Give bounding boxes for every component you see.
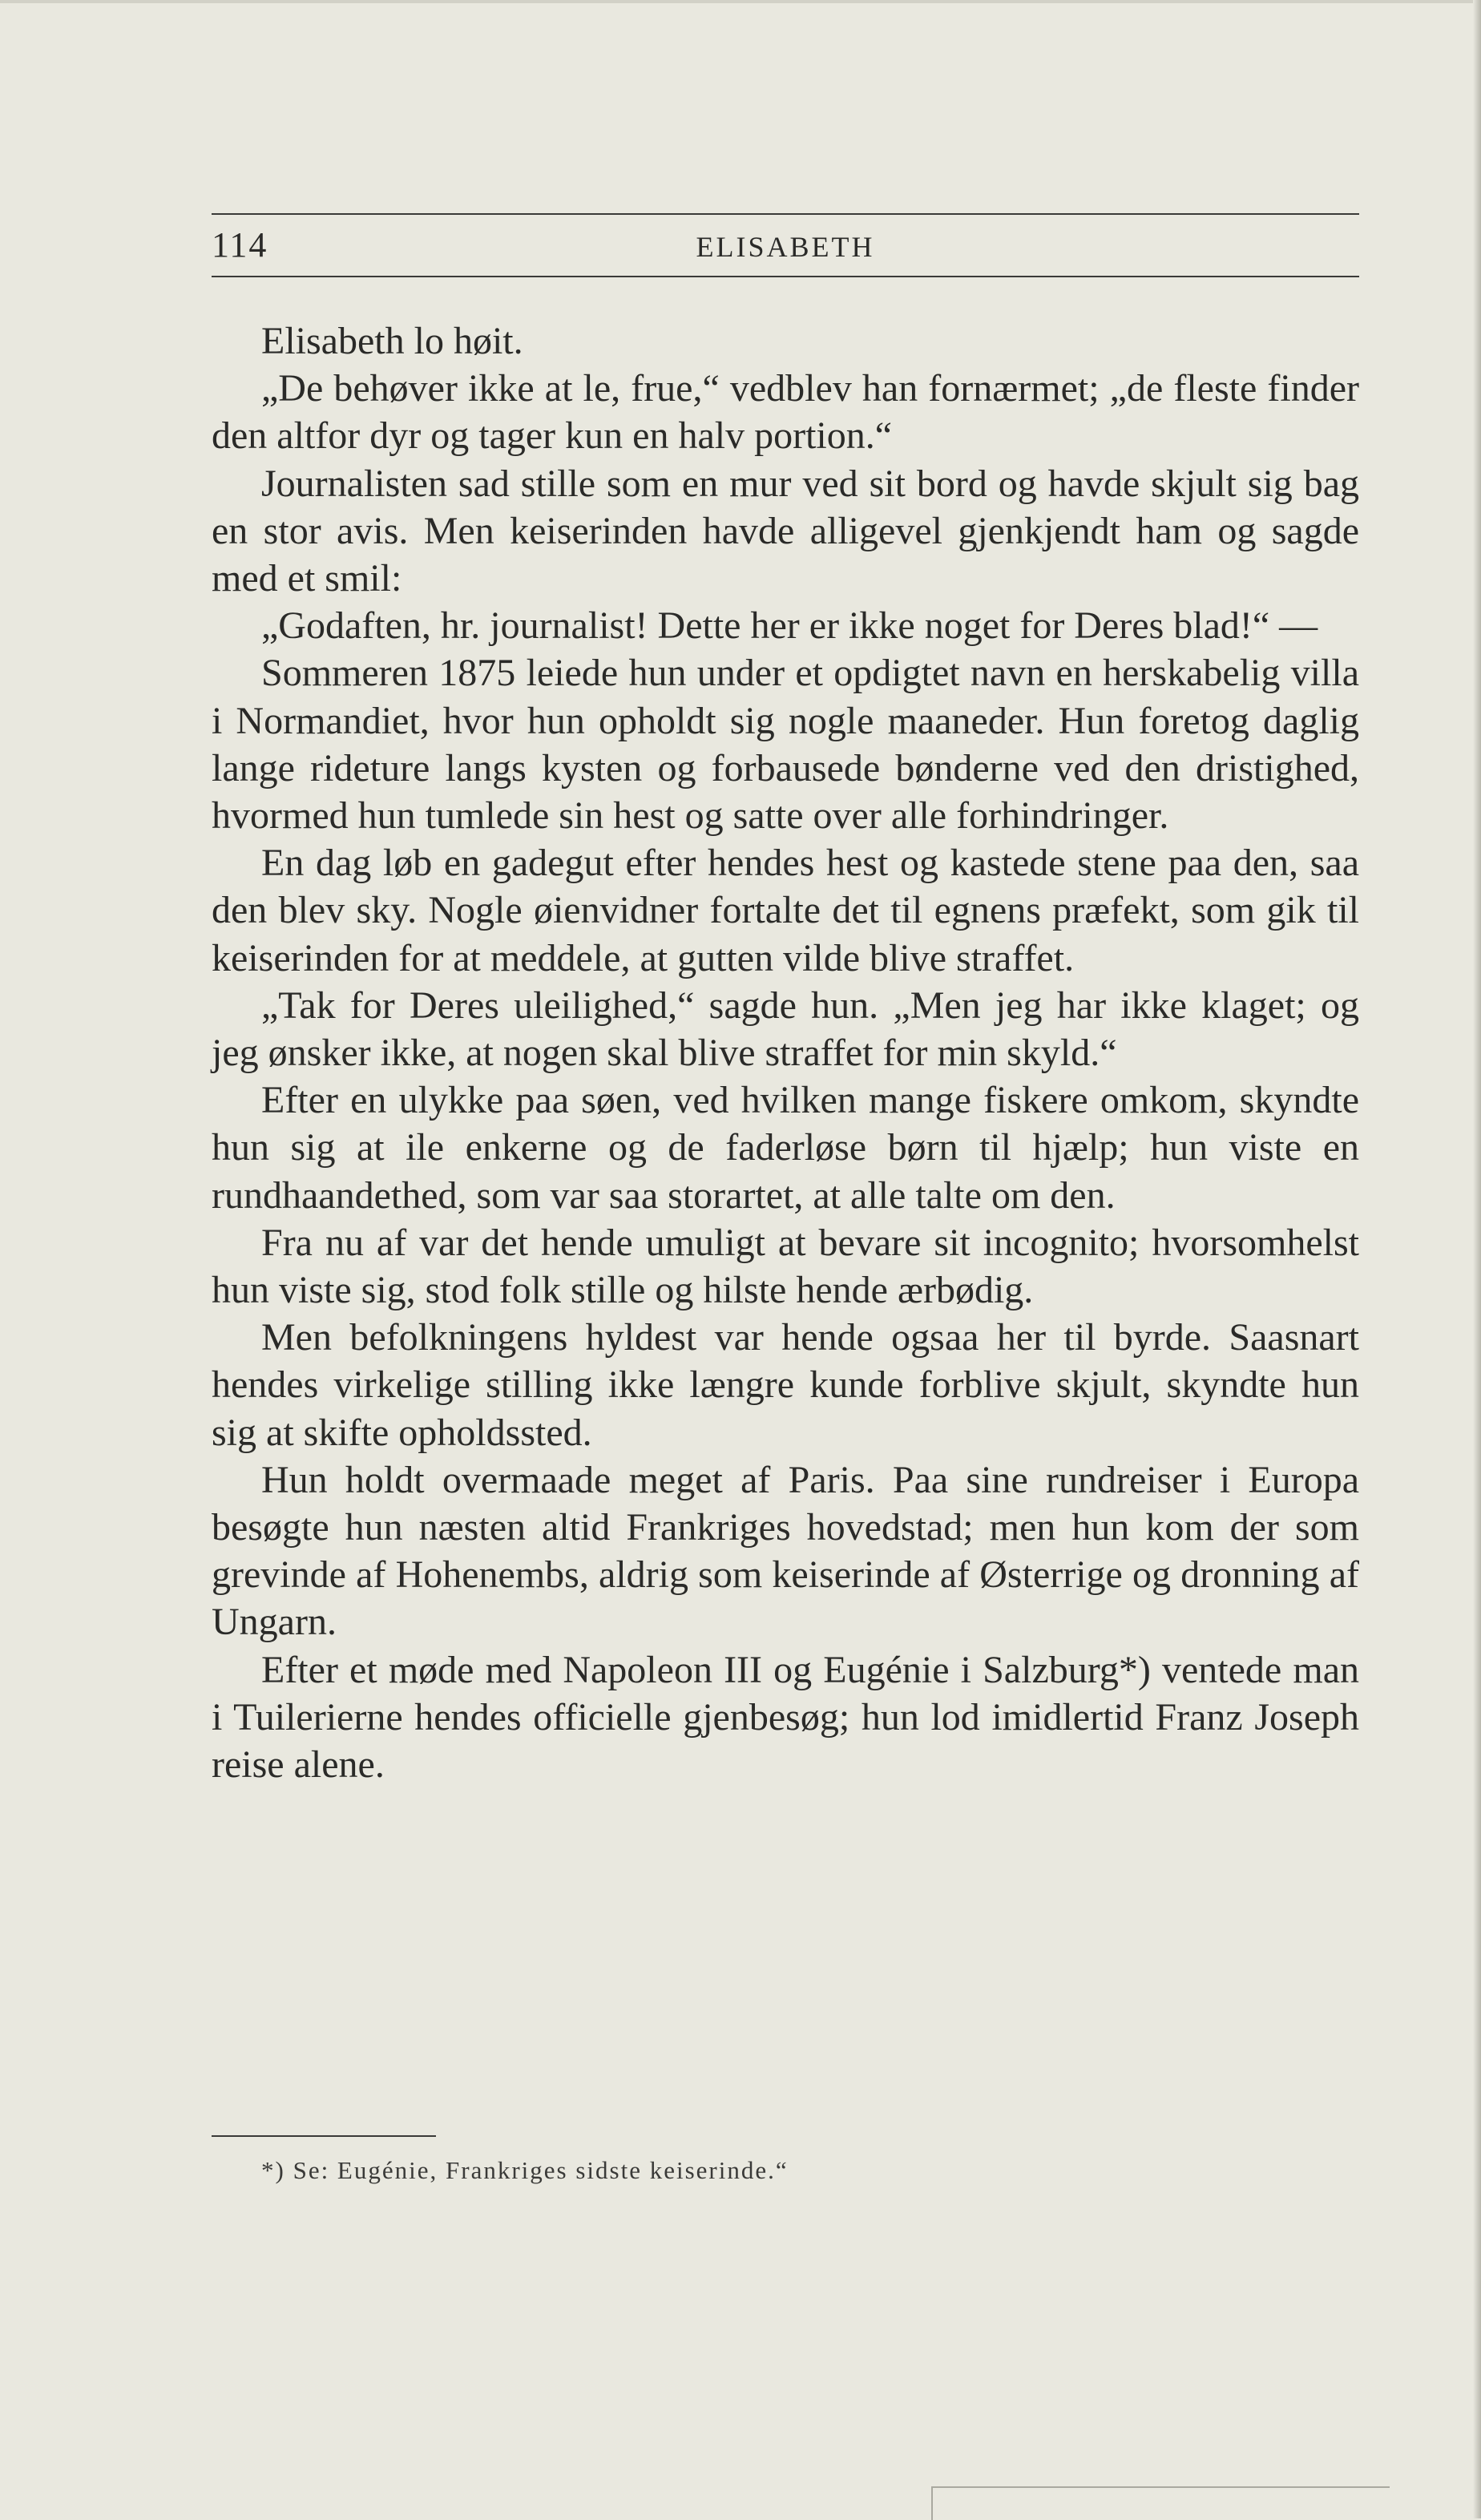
footnote-rule [212, 2135, 436, 2137]
paragraph: En dag løb en gadegut efter hendes hest og kastede stene paa den, saa den blev sky. Nogle øienvidner fortalte det til egnens præfekt, som gik til keiserinden for at meddele, at gutten vilde blive straffet. [212, 842, 1359, 979]
footnote: *) Se: Eugénie, Frankriges sidste keiserinde.“ [261, 2156, 789, 2184]
paragraph: „Godaften, hr. journalist! Dette her er ikke noget for Deres blad!“ — [261, 604, 1318, 648]
paragraph: Efter en ulykke paa søen, ved hvilken mange fiskere omkom, skyndte hun sig at ile enkerne og de faderløse børn til hjælp; hun viste en rundhaandethed, som var saa storartet, at alle talte om den. [212, 1079, 1359, 1217]
paragraph: Elisabeth lo høit. [261, 320, 523, 362]
page-number: 114 [212, 225, 268, 265]
paragraph: Fra nu af var det hende umuligt at bevare sit incognito; hvorsomhelst hun viste sig, stod folk stille og hilste hende ærbødig. [212, 1221, 1359, 1312]
paragraph: Efter et møde med Napoleon III og Eugénie i Salzburg*) ventede man i Tuilerierne hendes officielle gjenbesøg; hun lod imidlertid Franz Joseph reise alene. [212, 1648, 1359, 1787]
page-header [212, 213, 1359, 277]
paragraph: Sommeren 1875 leiede hun under et opdigtet navn en herskabelig villa i Normandiet, hvor hun opholdt sig nogle maaneder. Hun foretog daglig lange rideture langs kysten og forbausede bønderne ved den dristighed, hvormed hun tumlede sin hest og satte over alle forhindringer. [212, 652, 1359, 838]
page-top-edge [0, 0, 1481, 3]
paragraph: Journalisten sad stille som en mur ved sit bord og havde skjult sig bag en stor avis. Men keiserinden havde alligevel gjenkjendt ham og sagde med et smil: [212, 462, 1359, 600]
body-text [212, 317, 1359, 1788]
paragraph: „De behøver ikke at le, frue,“ vedblev han fornærmet; „de fleste finder den altfor dyr og tager kun en halv portion.“ [212, 367, 1359, 458]
page-right-edge [1473, 0, 1481, 2518]
paragraph: Hun holdt overmaade meget af Paris. Paa sine rundreiser i Europa besøgte hun næsten altid Frankriges hovedstad; men hun kom der som grevinde af Hohenembs, aldrig som keiserinde af Østerrige og dronning af Ungarn. [212, 1458, 1359, 1644]
running-head: ELISABETH [696, 231, 875, 263]
page-corner-mark [931, 2486, 1390, 2520]
paragraph: „Tak for Deres uleilighed,“ sagde hun. „Men jeg har ikke klaget; og jeg ønsker ikke, at nogen skal blive straffet for min skyld.“ [212, 983, 1359, 1075]
paragraph: Men befolkningens hyldest var hende ogsaa her til byrde. Saasnart hendes virkelige stilling ikke længre kunde forblive skjult, skyndte hun sig at skifte opholdssted. [212, 1316, 1359, 1454]
